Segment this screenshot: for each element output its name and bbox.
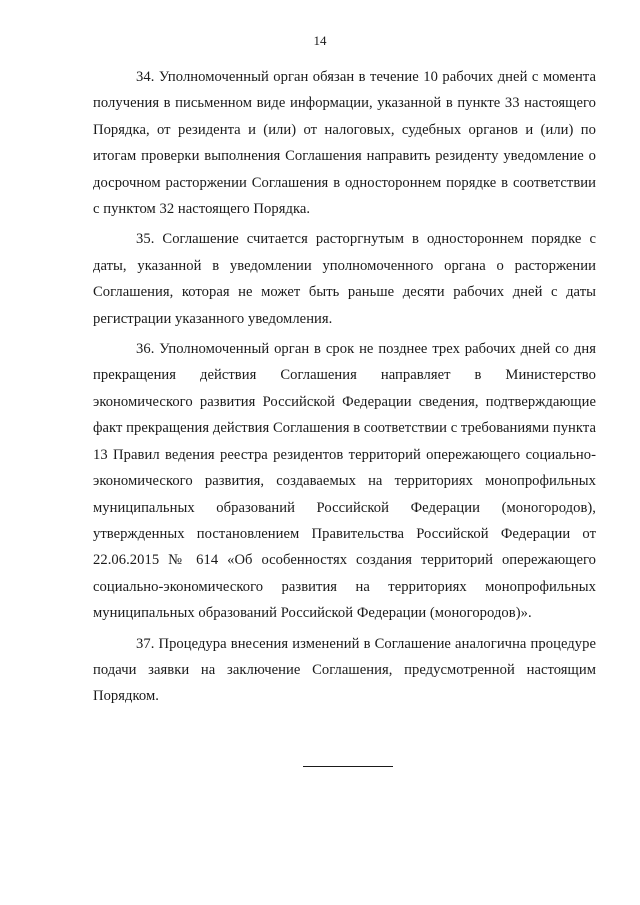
paragraph-34: 34. Уполномоченный орган обязан в течение 10 рабочих дней с момента получения в письменном виде информации, указанной в пункте 33 настоящего Порядка, от резидента и (или) от налоговых, судебных органов и (или) по итогам проверки выполнения Соглашения направить резиденту уведомление о досрочном расторжении Соглашения в одностороннем порядке в соответствии с пунктом 32 настоящего Порядка. <box>93 69 596 218</box>
paragraph-36: 36. Уполномоченный орган в срок не позднее трех рабочих дней со дня прекращения действия Соглашения направляет в Министерство экономического развития Российской Федерации сведения, подтверждающие факт прекращения действия Соглашения в соответствии с требованиями пункта 13 Правил ведения реестра резидентов территорий опережающего социально-экономического развития, создаваемых на территориях монопрофильных муниципальных образований Российской Федерации (моногородов), утвержденных постановлением Правительства Российской Федерации от 22.06.2015 № 614 «Об особенностях создания территорий опережающего социально-экономического развития на территориях монопрофильных муниципальных образований Российской Федерации (моногородов)». <box>93 341 596 622</box>
paragraph-35: 35. Соглашение считается расторгнутым в одностороннем порядке с даты, указанной в уведомлении уполномоченного органа о расторжении Соглашения, которая не может быть раньше десяти рабочих дней с даты регистрации указанного уведомления. <box>93 231 596 327</box>
page-number: 14 <box>313 33 327 48</box>
paragraph-37: 37. Процедура внесения изменений в Соглашение аналогична процедуре подачи заявки на заключение Соглашения, предусмотренной настоящим Порядком. <box>93 635 596 705</box>
document-body <box>93 64 596 714</box>
end-of-document-rule <box>303 766 393 767</box>
